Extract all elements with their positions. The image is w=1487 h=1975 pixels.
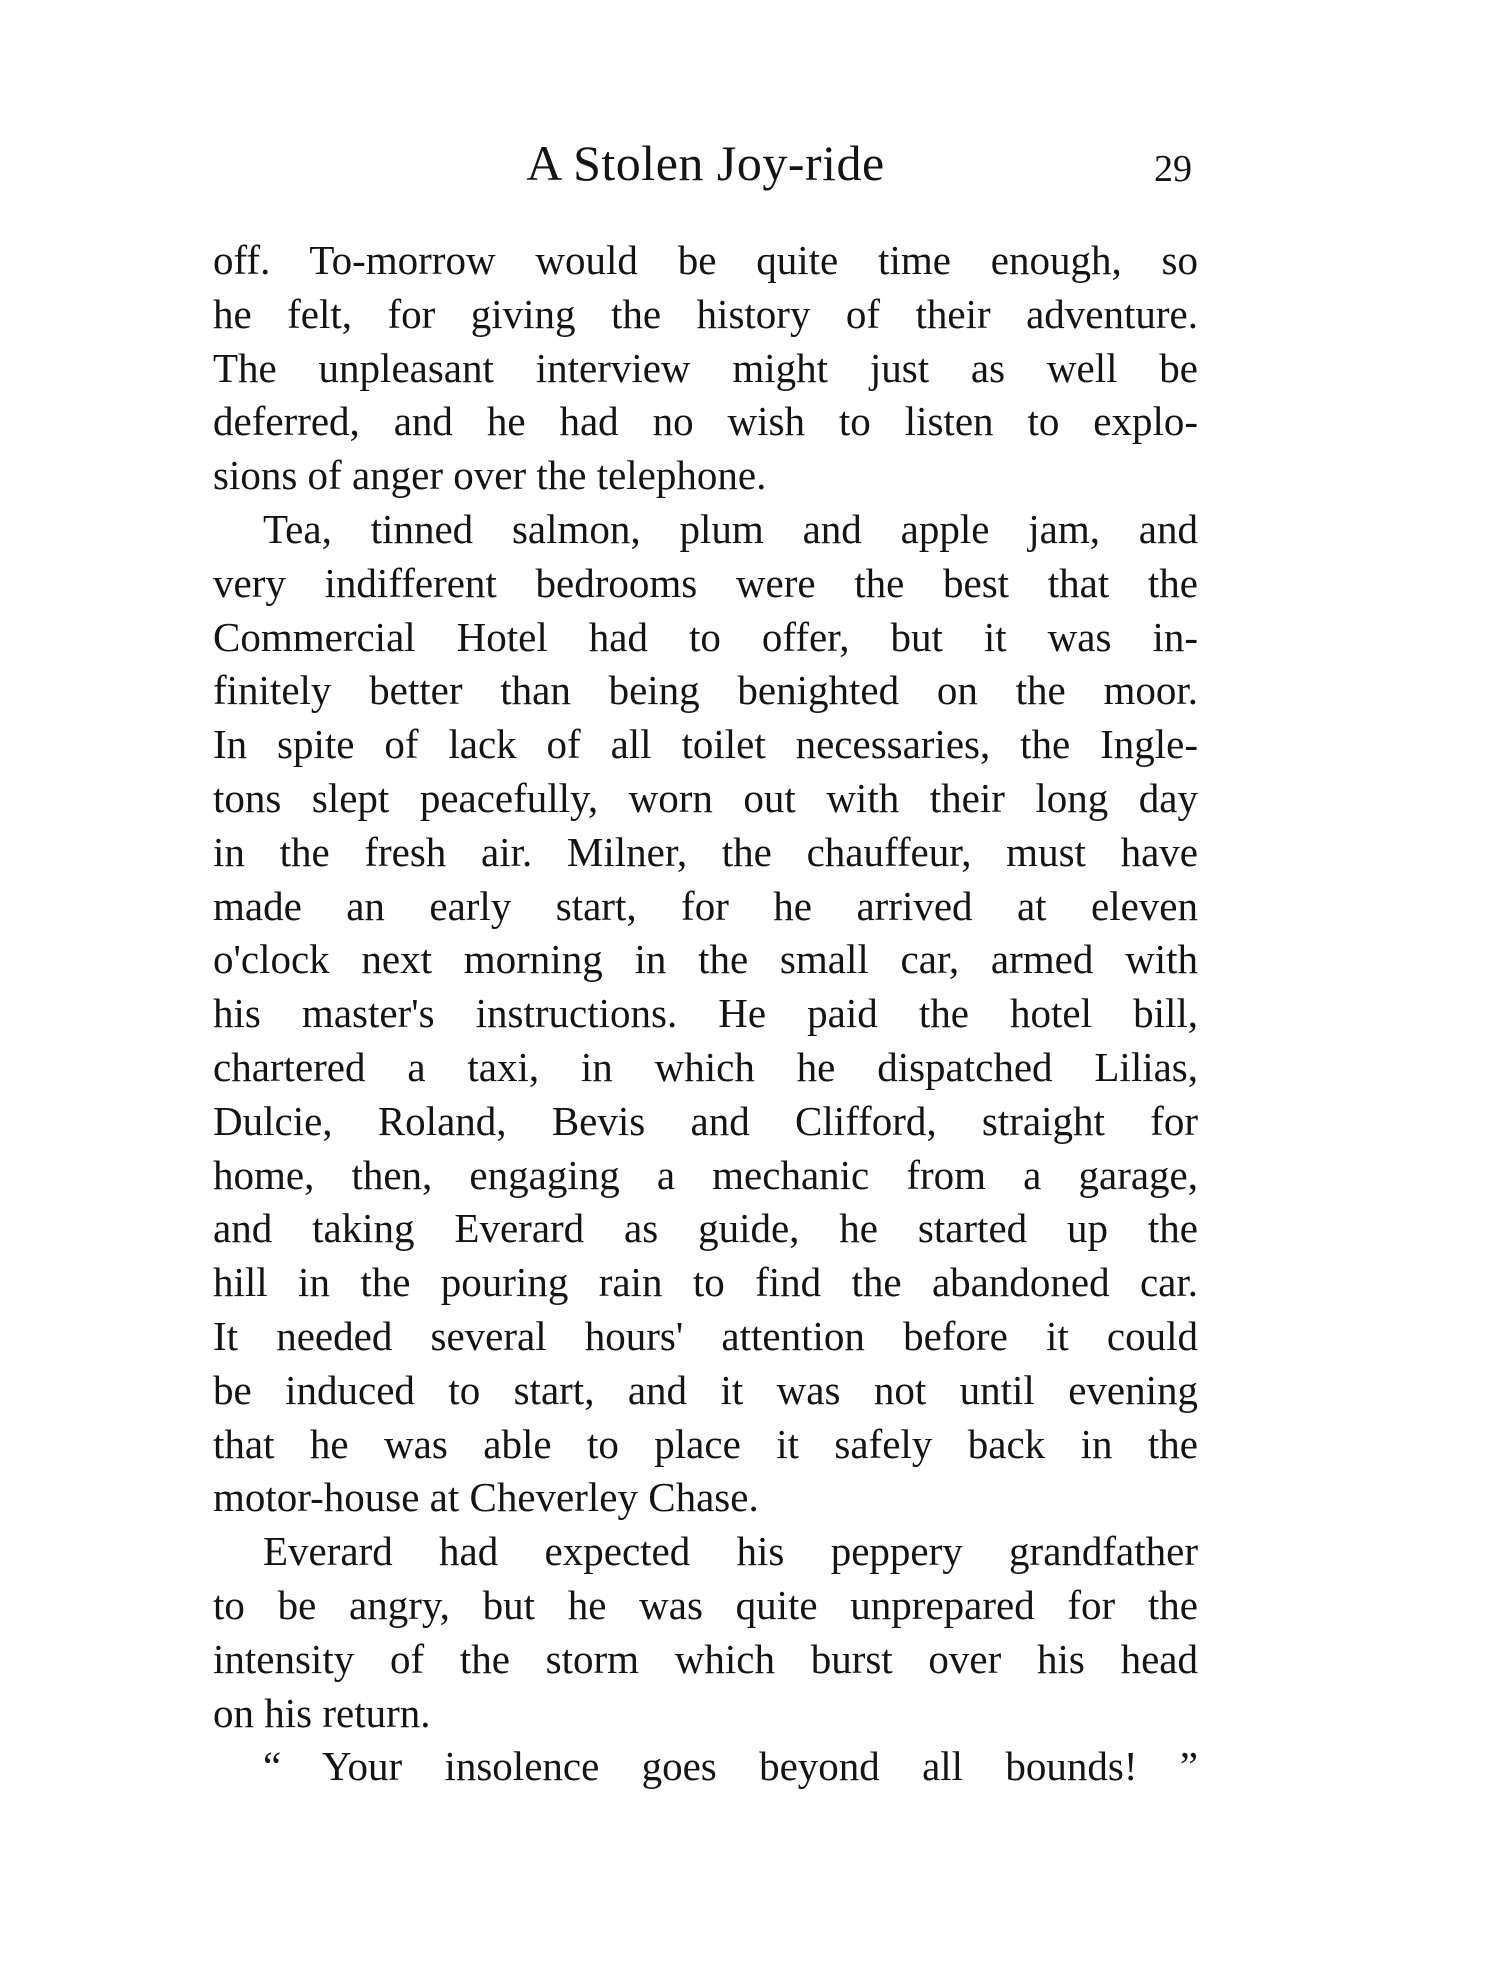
running-head bbox=[213, 128, 1198, 198]
text-line: in the fresh air. Milner, the chauffeur, must have bbox=[213, 828, 1198, 875]
text-line: tons slept peacefully, worn out with their long day bbox=[213, 774, 1198, 821]
text-line: “ Your insolence goes beyond all bounds! ” bbox=[263, 1743, 1198, 1790]
text-line: intensity of the storm which burst over his head bbox=[213, 1635, 1198, 1682]
text-line: on his return. bbox=[213, 1689, 431, 1736]
text-line: chartered a taxi, in which he dispatched Lilias, bbox=[213, 1043, 1198, 1090]
text-line: deferred, and he had no wish to listen to explo- bbox=[213, 398, 1198, 445]
text-line: Commercial Hotel had to offer, but it was in- bbox=[213, 613, 1198, 660]
text-line: his master's instructions. He paid the hotel bill, bbox=[213, 990, 1198, 1037]
body-text bbox=[213, 234, 1198, 1794]
text-line: hill in the pouring rain to find the abandoned car. bbox=[213, 1259, 1198, 1306]
text-line: made an early start, for he arrived at eleven bbox=[213, 882, 1198, 929]
text-line: very indifferent bedrooms were the best that the bbox=[213, 559, 1198, 606]
text-line: The unpleasant interview might just as well be bbox=[213, 344, 1198, 391]
running-title: A Stolen Joy-ride bbox=[526, 135, 885, 191]
text-line: Dulcie, Roland, Bevis and Clifford, straight for bbox=[213, 1097, 1198, 1144]
text-line: home, then, engaging a mechanic from a garage, bbox=[213, 1151, 1198, 1198]
text-line: It needed several hours' attention before it could bbox=[213, 1312, 1198, 1359]
text-line: to be angry, but he was quite unprepared for the bbox=[213, 1581, 1198, 1628]
page-number: 29 bbox=[1154, 148, 1192, 190]
text-line: Tea, tinned salmon, plum and apple jam, and bbox=[263, 505, 1198, 552]
text-line: he felt, for giving the history of their adventure. bbox=[213, 290, 1198, 337]
text-line: Everard had expected his peppery grandfather bbox=[263, 1528, 1198, 1575]
text-line: that he was able to place it safely back in the bbox=[213, 1420, 1198, 1467]
text-line: motor-house at Cheverley Chase. bbox=[213, 1474, 759, 1521]
text-line: sions of anger over the telephone. bbox=[213, 452, 767, 499]
text-line: and taking Everard as guide, he started up the bbox=[213, 1205, 1198, 1252]
text-line: finitely better than being benighted on the moor. bbox=[213, 667, 1198, 714]
text-line: off. To-morrow would be quite time enough, so bbox=[213, 237, 1198, 283]
text-line: o'clock next morning in the small car, armed with bbox=[213, 936, 1198, 983]
text-line: In spite of lack of all toilet necessaries, the Ingle- bbox=[213, 721, 1198, 768]
text-line: be induced to start, and it was not until evening bbox=[213, 1366, 1198, 1413]
